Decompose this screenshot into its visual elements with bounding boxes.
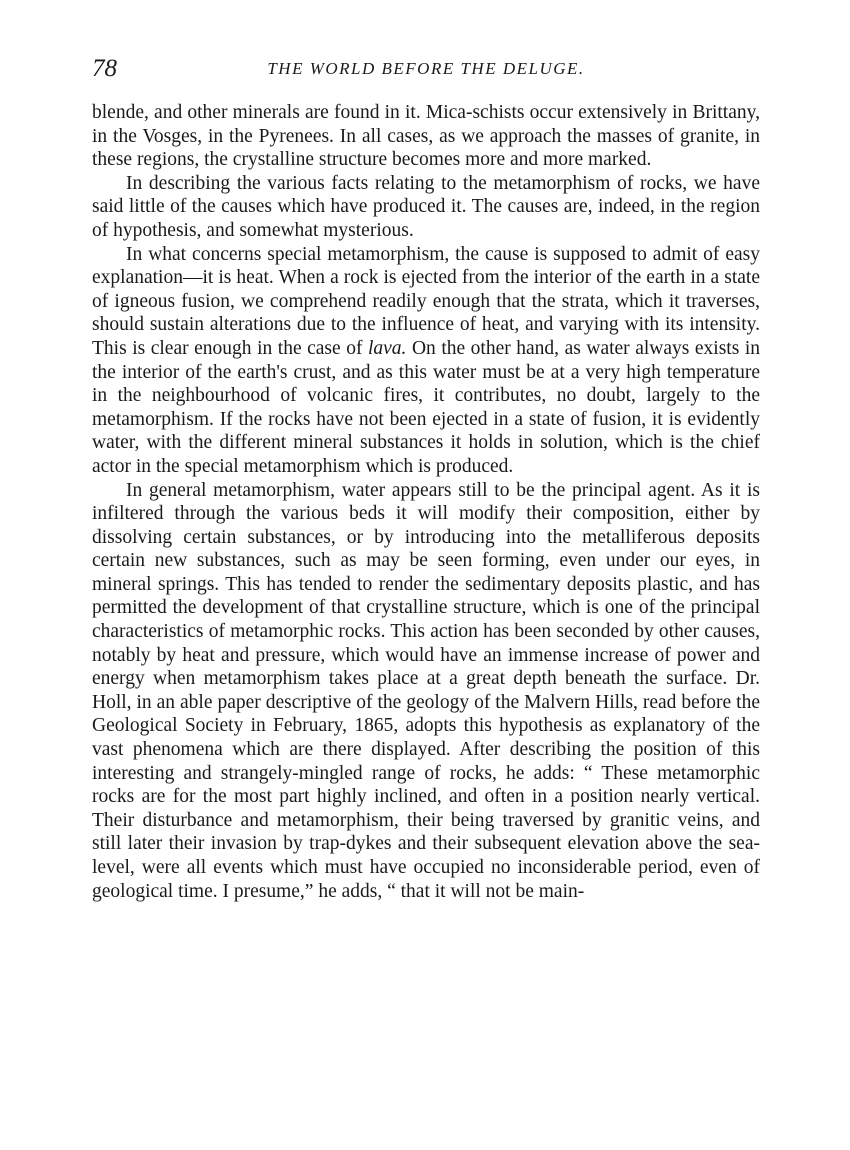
running-title: THE WORLD BEFORE THE DELUGE. xyxy=(267,59,585,78)
book-page xyxy=(92,55,760,903)
page-number: 78 xyxy=(92,55,117,82)
running-head xyxy=(92,55,760,89)
body-text xyxy=(92,101,760,903)
paragraph-special-metamorphism xyxy=(92,243,760,479)
paragraph-continuation: blende, and other minerals are found in it. Mica-schists occur extensively in Brittany, in the Vosges, in the Pyrenees. In all cases, as we approach the masses of granite, in these regions, the crystalline structure becomes more and more marked. xyxy=(92,102,760,171)
paragraph-text-after: On the other hand, as water always exists in the interior of the earth's crust, and as this water must be at a very high temperature in the neighbourhood of volcanic fires, it contributes, no doubt, largely to the metamorphism. If the rocks have not been ejected in a state of fusion, it is evidently water, with the different mineral substances it holds in solution, which is the chief actor in the special metamorphism which is produced. xyxy=(92,337,760,477)
italic-term-lava: lava. xyxy=(367,337,407,359)
paragraph-causes: In describing the various facts relating to the metamorphism of rocks, we have said little of the causes which have produced it. The causes are, indeed, in the region of hypothesis, and somewhat mysterious. xyxy=(92,172,760,241)
paragraph-text-before: In what concerns special metamorphism, the cause is supposed to admit of easy explanation—it is heat. When a rock is ejected from the interior of the earth in a state of igneous fusion, we comprehend readily enough that the strata, which it traverses, should sustain alterations due to the influence of heat, and varying with its intensity. This is clear enough in the case of xyxy=(92,243,760,359)
paragraph-general-metamorphism: In general metamorphism, water appears still to be the principal agent. As it is infiltered through the various beds it will modify their composition, either by dissolving certain substances, or by introducing into the metalliferous deposits certain new substances, such as may be seen forming, even under our eyes, in mineral springs. This has tended to render the sedimentary deposits plastic, and has permitted the development of that crystalline structure, which is one of the principal characteristics of metamorphic rocks. This action has been seconded by other causes, notably by heat and pressure, which would have an immense increase of power and energy when metamorphism takes place at a great depth beneath the surface. Dr. Holl, in an able paper descriptive of the geology of the Malvern Hills, read before the Geological Society in February, 1865, adopts this hypothesis as explanatory of the vast phenomena which are there displayed. After describing the position of this interesting and strangely-mingled range of rocks, he adds: “ These metamorphic rocks are for the most part highly inclined, and often in a position nearly vertical. Their disturbance and metamorphism, their being traversed by granitic veins, and still later their invasion by trap-dykes and their subsequent elevation above the sea-level, were all events which must have occupied no inconsiderable period, even of geological time. I presume,” he adds, “ that it will not be main- xyxy=(92,479,760,902)
